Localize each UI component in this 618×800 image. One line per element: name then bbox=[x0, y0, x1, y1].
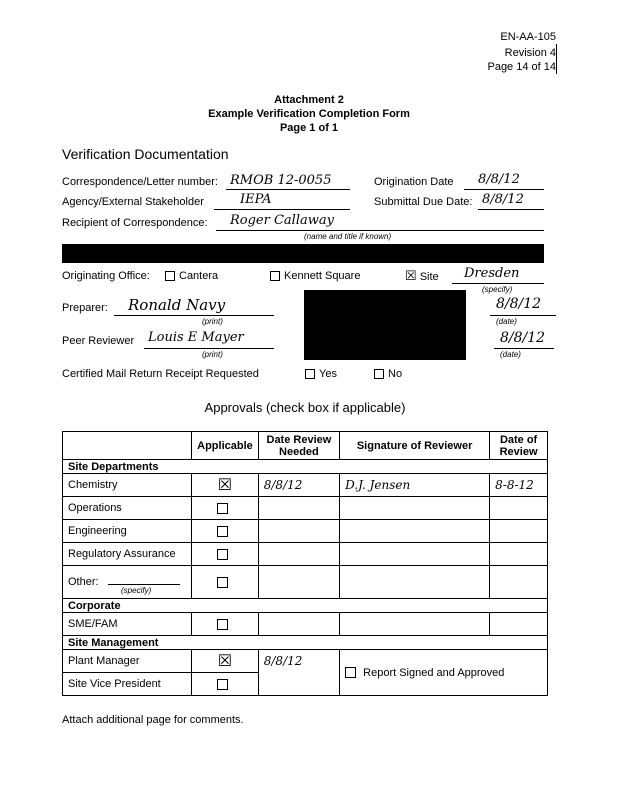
sme-checkbox[interactable] bbox=[217, 619, 228, 630]
agency-value[interactable]: IEPA bbox=[240, 192, 272, 207]
row-label-vice-president: Site Vice President bbox=[63, 673, 192, 696]
attachment-title: Attachment 2 bbox=[274, 94, 344, 106]
recipient-label: Recipient of Correspondence: bbox=[62, 217, 208, 229]
header-signature: Signature of Reviewer bbox=[340, 432, 490, 460]
engineering-applicable[interactable] bbox=[192, 520, 259, 543]
recipient-value[interactable]: Roger Callaway bbox=[230, 213, 334, 228]
header-date-review: Date of Review bbox=[490, 432, 548, 460]
row-label-other: Other: bbox=[68, 576, 99, 588]
office-site-option[interactable] bbox=[405, 268, 439, 284]
group-corporate: Corporate bbox=[63, 599, 548, 613]
origination-value[interactable]: 8/8/12 bbox=[478, 172, 520, 187]
regulatory-checkbox[interactable] bbox=[217, 549, 228, 560]
no-label: No bbox=[388, 368, 403, 380]
table-row bbox=[63, 613, 548, 636]
approvals-table bbox=[62, 431, 548, 696]
operations-signature[interactable] bbox=[340, 497, 490, 520]
cantera-checkbox[interactable] bbox=[165, 271, 175, 281]
table-row bbox=[63, 543, 548, 566]
other-date-needed[interactable] bbox=[258, 566, 339, 599]
header-blank bbox=[63, 432, 192, 460]
agency-label: Agency/External Stakeholder bbox=[62, 196, 204, 208]
row-label-regulatory: Regulatory Assurance bbox=[63, 543, 192, 566]
plant-manager-checkbox[interactable]: ☒ bbox=[192, 650, 259, 673]
other-applicable[interactable] bbox=[192, 566, 259, 599]
peer-label: Peer Reviewer bbox=[62, 335, 135, 347]
engineering-date-review[interactable] bbox=[490, 520, 548, 543]
redaction-box bbox=[304, 290, 466, 360]
group-site-management: Site Management bbox=[63, 636, 548, 650]
kennett-label: Kennett Square bbox=[284, 270, 361, 282]
chemistry-signature[interactable]: D.J. Jensen bbox=[340, 474, 490, 497]
submittal-label: Submittal Due Date: bbox=[374, 196, 473, 208]
certified-label: Certified Mail Return Receipt Requested bbox=[62, 368, 259, 380]
preparer-date[interactable]: 8/8/12 bbox=[496, 296, 542, 312]
office-kennett-option[interactable] bbox=[270, 270, 360, 282]
preparer-date-hint: (date) bbox=[496, 317, 517, 326]
other-date-review[interactable] bbox=[490, 566, 548, 599]
certified-yes-option[interactable] bbox=[305, 368, 337, 380]
row-label-other-cell bbox=[63, 566, 192, 599]
group-site-departments: Site Departments bbox=[63, 460, 548, 474]
operations-applicable[interactable] bbox=[192, 497, 259, 520]
approvals-heading: Approvals (check box if applicable) bbox=[204, 400, 406, 415]
site-specify-hint: (specify) bbox=[482, 285, 513, 294]
preparer-value[interactable]: Ronald Navy bbox=[128, 296, 226, 314]
site-line bbox=[452, 283, 544, 284]
engineering-checkbox[interactable] bbox=[217, 526, 228, 537]
preparer-line bbox=[114, 315, 274, 316]
footer-note: Attach additional page for comments. bbox=[62, 714, 244, 726]
engineering-signature[interactable] bbox=[340, 520, 490, 543]
table-row bbox=[63, 650, 548, 673]
operations-date-needed[interactable] bbox=[258, 497, 339, 520]
operations-date-review[interactable] bbox=[490, 497, 548, 520]
chemistry-checkbox[interactable]: ☒ bbox=[192, 474, 259, 497]
certified-no-option[interactable] bbox=[374, 368, 402, 380]
regulatory-signature[interactable] bbox=[340, 543, 490, 566]
revision: Revision 4 bbox=[504, 47, 556, 59]
report-signed-checkbox[interactable] bbox=[345, 667, 356, 678]
regulatory-date-review[interactable] bbox=[490, 543, 548, 566]
correspondence-line bbox=[226, 189, 350, 190]
row-label-chemistry: Chemistry bbox=[63, 474, 192, 497]
verification-heading: Verification Documentation bbox=[62, 146, 229, 162]
other-checkbox[interactable] bbox=[217, 577, 228, 588]
header-applicable: Applicable bbox=[192, 432, 259, 460]
group-row-corporate bbox=[63, 599, 548, 613]
peer-line bbox=[144, 348, 274, 349]
chemistry-date-needed[interactable]: 8/8/12 bbox=[258, 474, 339, 497]
report-signed-label: Report Signed and Approved bbox=[363, 666, 505, 679]
other-specify-line[interactable] bbox=[108, 584, 180, 585]
operations-checkbox[interactable] bbox=[217, 503, 228, 514]
header-date-needed: Date Review Needed bbox=[258, 432, 339, 460]
office-cantera-option[interactable] bbox=[165, 270, 218, 282]
document-number: EN-AA-105 bbox=[500, 31, 556, 43]
regulatory-date-needed[interactable] bbox=[258, 543, 339, 566]
row-label-operations: Operations bbox=[63, 497, 192, 520]
yes-label: Yes bbox=[319, 368, 337, 380]
correspondence-label: Correspondence/Letter number: bbox=[62, 176, 218, 188]
preparer-date-line bbox=[490, 315, 556, 316]
site-value[interactable]: Dresden bbox=[464, 266, 520, 281]
chemistry-date-review[interactable]: 8-8-12 bbox=[490, 474, 548, 497]
table-row bbox=[63, 474, 548, 497]
kennett-checkbox[interactable] bbox=[270, 271, 280, 281]
peer-value[interactable]: Louis E Mayer bbox=[148, 330, 244, 345]
yes-checkbox[interactable] bbox=[305, 369, 315, 379]
site-checked-icon[interactable]: ☒ bbox=[405, 268, 417, 283]
sme-applicable[interactable] bbox=[192, 613, 259, 636]
redaction-bar bbox=[62, 244, 544, 263]
other-signature[interactable] bbox=[340, 566, 490, 599]
submittal-value[interactable]: 8/8/12 bbox=[482, 192, 524, 207]
recipient-hint: (name and title if known) bbox=[304, 232, 392, 241]
group-row-site-departments bbox=[63, 460, 548, 474]
vice-president-checkbox[interactable] bbox=[217, 679, 228, 690]
submittal-line bbox=[478, 209, 544, 210]
vice-president-applicable[interactable] bbox=[192, 673, 259, 696]
cantera-label: Cantera bbox=[179, 270, 219, 282]
table-row bbox=[63, 520, 548, 543]
form-title: Example Verification Completion Form bbox=[208, 108, 410, 120]
recipient-line bbox=[216, 230, 544, 231]
origination-label: Origination Date bbox=[374, 176, 454, 188]
peer-date-line bbox=[494, 348, 554, 349]
page-of: Page 1 of 1 bbox=[279, 122, 339, 134]
peer-date-hint: (date) bbox=[500, 350, 521, 359]
row-label-sme: SME/FAM bbox=[63, 613, 192, 636]
regulatory-applicable[interactable] bbox=[192, 543, 259, 566]
plant-manager-date-needed[interactable]: 8/8/12 bbox=[258, 650, 339, 696]
page-number: Page 14 of 14 bbox=[487, 61, 556, 73]
preparer-label: Preparer: bbox=[62, 302, 108, 314]
sme-date-needed[interactable] bbox=[258, 613, 339, 636]
table-row bbox=[63, 497, 548, 520]
origination-line bbox=[464, 189, 544, 190]
peer-date[interactable]: 8/8/12 bbox=[500, 330, 546, 346]
other-specify-hint: (specify) bbox=[121, 586, 152, 595]
originating-label: Originating Office: bbox=[62, 270, 150, 282]
no-checkbox[interactable] bbox=[374, 369, 384, 379]
correspondence-value[interactable]: RMOB 12-0055 bbox=[230, 173, 332, 188]
table-header-row bbox=[63, 432, 548, 460]
preparer-print-hint: (print) bbox=[202, 317, 223, 326]
peer-print-hint: (print) bbox=[202, 350, 223, 359]
group-row-site-management bbox=[63, 636, 548, 650]
agency-line bbox=[214, 209, 350, 210]
sme-date-review[interactable] bbox=[490, 613, 548, 636]
engineering-date-needed[interactable] bbox=[258, 520, 339, 543]
row-label-engineering: Engineering bbox=[63, 520, 192, 543]
row-label-plant-manager: Plant Manager bbox=[63, 650, 192, 673]
sme-signature[interactable] bbox=[340, 613, 490, 636]
header-divider bbox=[556, 44, 557, 74]
table-row bbox=[63, 566, 548, 599]
report-signed-cell[interactable] bbox=[340, 650, 548, 696]
site-label: Site bbox=[419, 271, 439, 283]
